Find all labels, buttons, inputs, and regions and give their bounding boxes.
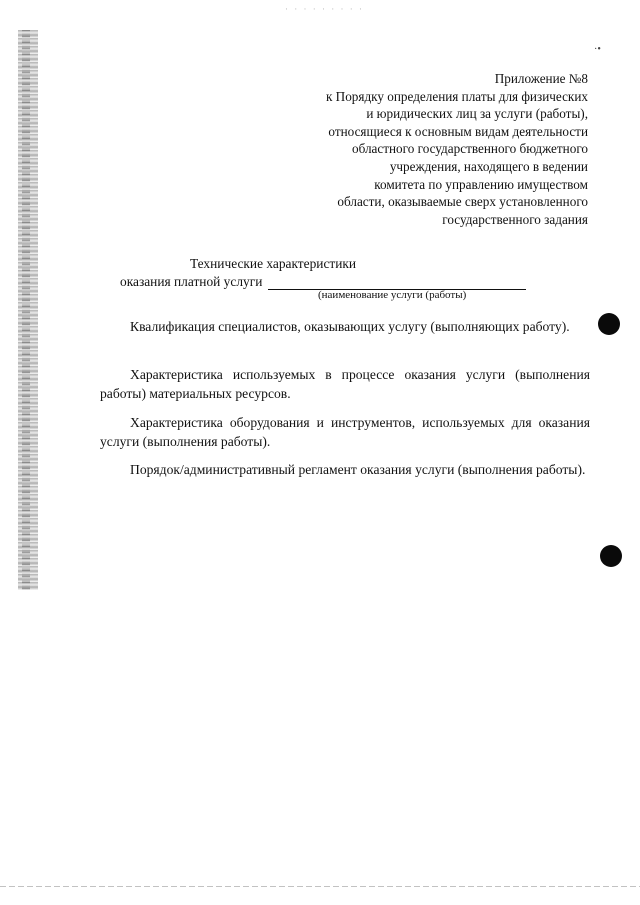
appendix-line: относящиеся к основным видам деятельности (328, 123, 588, 139)
punch-hole-bottom (600, 545, 622, 567)
appendix-line: Приложение №8 (494, 71, 588, 86)
service-label: оказания платной услуги (120, 274, 263, 289)
document-title: Технические характеристики (190, 256, 357, 271)
appendix-line: комитета по управлению имуществом (374, 176, 588, 192)
service-name-row (120, 274, 526, 290)
appendix-line: учреждения, находящего в ведении (389, 158, 588, 174)
appendix-line: и юридических лиц за услуги (работы), (366, 106, 588, 122)
section-equipment: Характеристика оборудования и инструментов, используемых для оказания услуги (выполнения работы). (100, 415, 590, 449)
service-name-blank (268, 275, 526, 290)
section-qualification: Квалификация специалистов, оказывающих услугу (выполняющих работу). (130, 319, 570, 334)
scan-bottom-edge (0, 886, 640, 887)
service-name-caption: (наименование услуги (работы) (318, 289, 467, 301)
punch-hole-top (598, 313, 620, 335)
scan-edge-artifact (18, 30, 38, 590)
appendix-reference (268, 70, 588, 228)
appendix-line: к Порядку определения платы для физических (325, 88, 588, 104)
section-procedure: Порядок/административный регламент оказания услуги (выполнения работы). (130, 462, 586, 477)
appendix-line: государственного задания (442, 211, 588, 227)
scan-speck: ·• (594, 44, 601, 55)
appendix-line: области, оказываемые сверх установленного (337, 194, 588, 210)
appendix-line: областного государственного бюджетного (351, 141, 588, 157)
section-materials: Характеристика используемых в процессе оказания услуги (выполнения работы) материальных ресурсов. (100, 367, 590, 401)
scan-noise: · · · · · · · · · (285, 4, 364, 14)
